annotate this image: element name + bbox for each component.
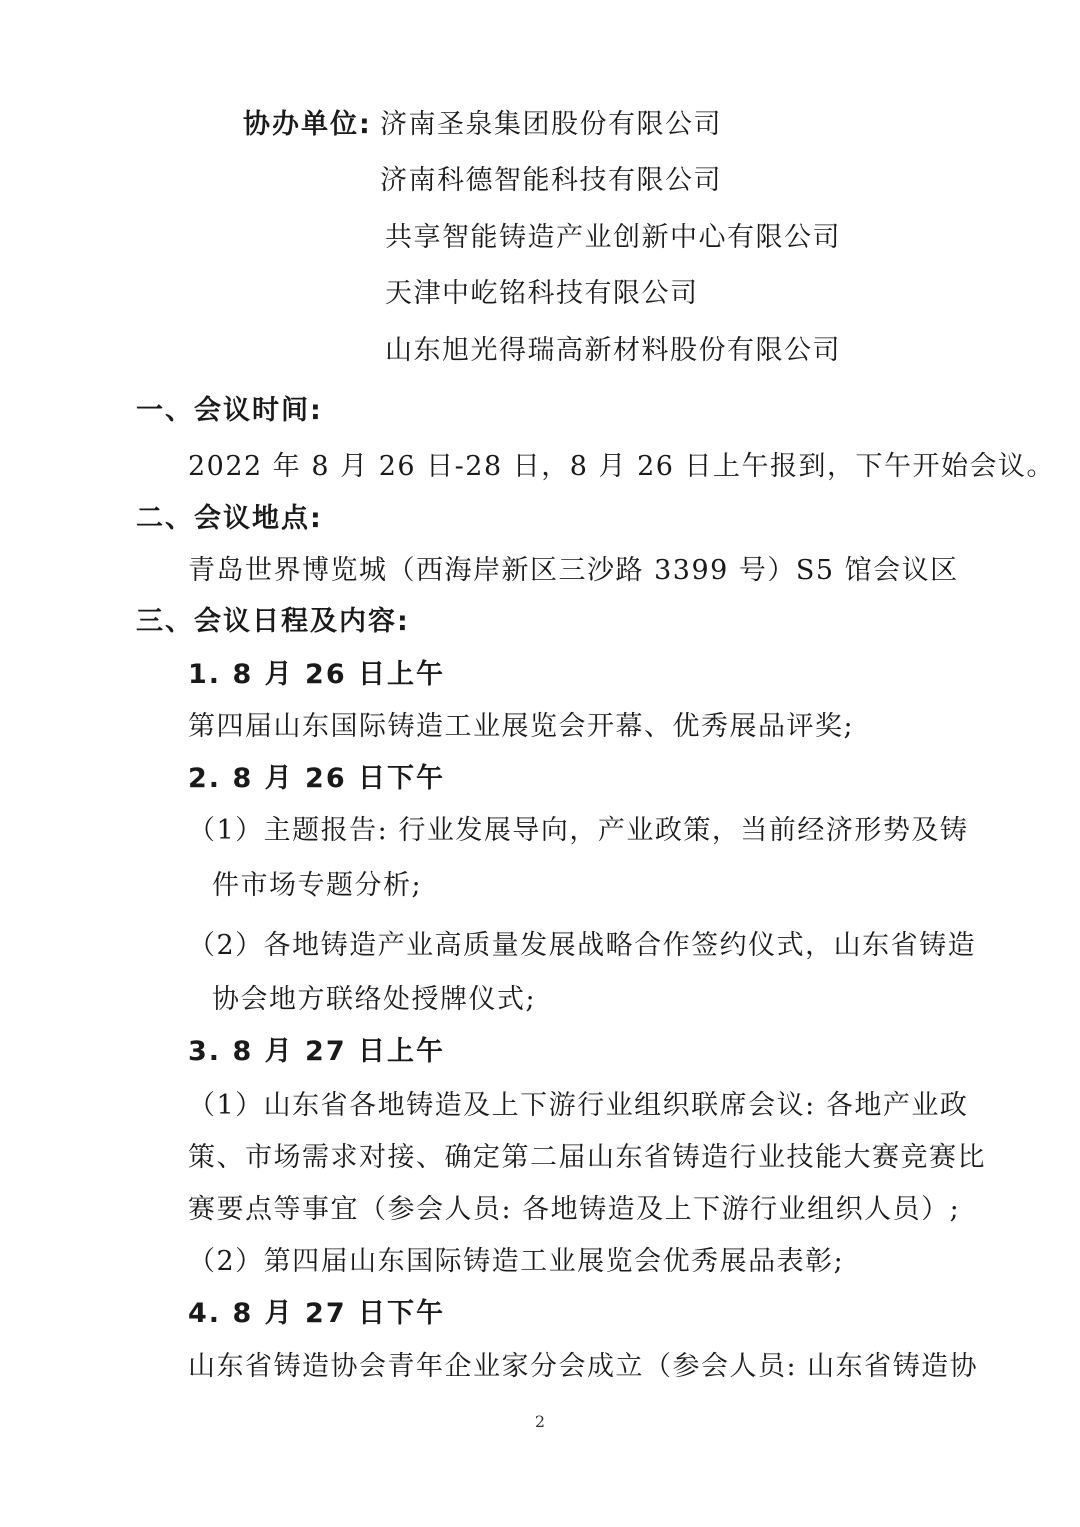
schedule-text: （1）主题报告: 行业发展导向，产业政策，当前经济形势及铸 — [188, 815, 969, 846]
meeting-time-text: 2022 年 8 月 26 日-28 日，8 月 26 日上午报到，下午开始会议。 — [188, 451, 1056, 482]
schedule-text: 第四届山东国际铸造工业展览会开幕、优秀展品评奖; — [188, 711, 855, 742]
schedule-text: 件市场专题分析; — [212, 870, 423, 901]
co-organizer-unit: 济南科德智能科技有限公司 — [380, 165, 722, 196]
schedule-text: （2）第四届山东国际铸造工业展览会优秀展品表彰; — [188, 1246, 845, 1277]
meeting-place-text: 青岛世界博览城（西海岸新区三沙路 3399 号）S5 馆会议区 — [188, 555, 959, 586]
schedule-day-title: 1. 8 月 26 日上午 — [188, 659, 446, 690]
schedule-day-title: 3. 8 月 27 日上午 — [188, 1036, 446, 1067]
co-organizer-unit: 天津中屹铭科技有限公司 — [385, 278, 699, 309]
schedule-text: （1）山东省各地铸造及上下游行业组织联席会议: 各地产业政 — [188, 1090, 969, 1121]
schedule-day-title: 2. 8 月 26 日下午 — [188, 763, 446, 794]
co-organizer-unit: 共享智能铸造产业创新中心有限公司 — [385, 222, 841, 253]
co-organizer-unit: 山东旭光得瑞高新材料股份有限公司 — [385, 335, 841, 366]
section-heading-meeting-place: 二、会议地点: — [136, 503, 323, 534]
schedule-text: 山东省铸造协会青年企业家分会成立（参会人员: 山东省铸造协 — [188, 1351, 979, 1382]
schedule-text: 策、市场需求对接、确定第二届山东省铸造行业技能大赛竞赛比 — [188, 1142, 986, 1173]
co-organizers-label: 协办单位: — [243, 109, 372, 140]
schedule-day-title: 4. 8 月 27 日下午 — [188, 1298, 446, 1329]
section-heading-schedule: 三、会议日程及内容: — [136, 606, 410, 637]
section-heading-meeting-time: 一、会议时间: — [136, 395, 323, 426]
schedule-text: 赛要点等事宜（参会人员: 各地铸造及上下游行业组织人员）; — [188, 1194, 961, 1225]
schedule-text: 协会地方联络处授牌仪式; — [212, 984, 537, 1015]
schedule-text: （2）各地铸造产业高质量发展战略合作签约仪式，山东省铸造 — [188, 930, 977, 961]
co-organizer-unit: 济南圣泉集团股份有限公司 — [380, 109, 722, 140]
page-number: 2 — [534, 1412, 546, 1431]
